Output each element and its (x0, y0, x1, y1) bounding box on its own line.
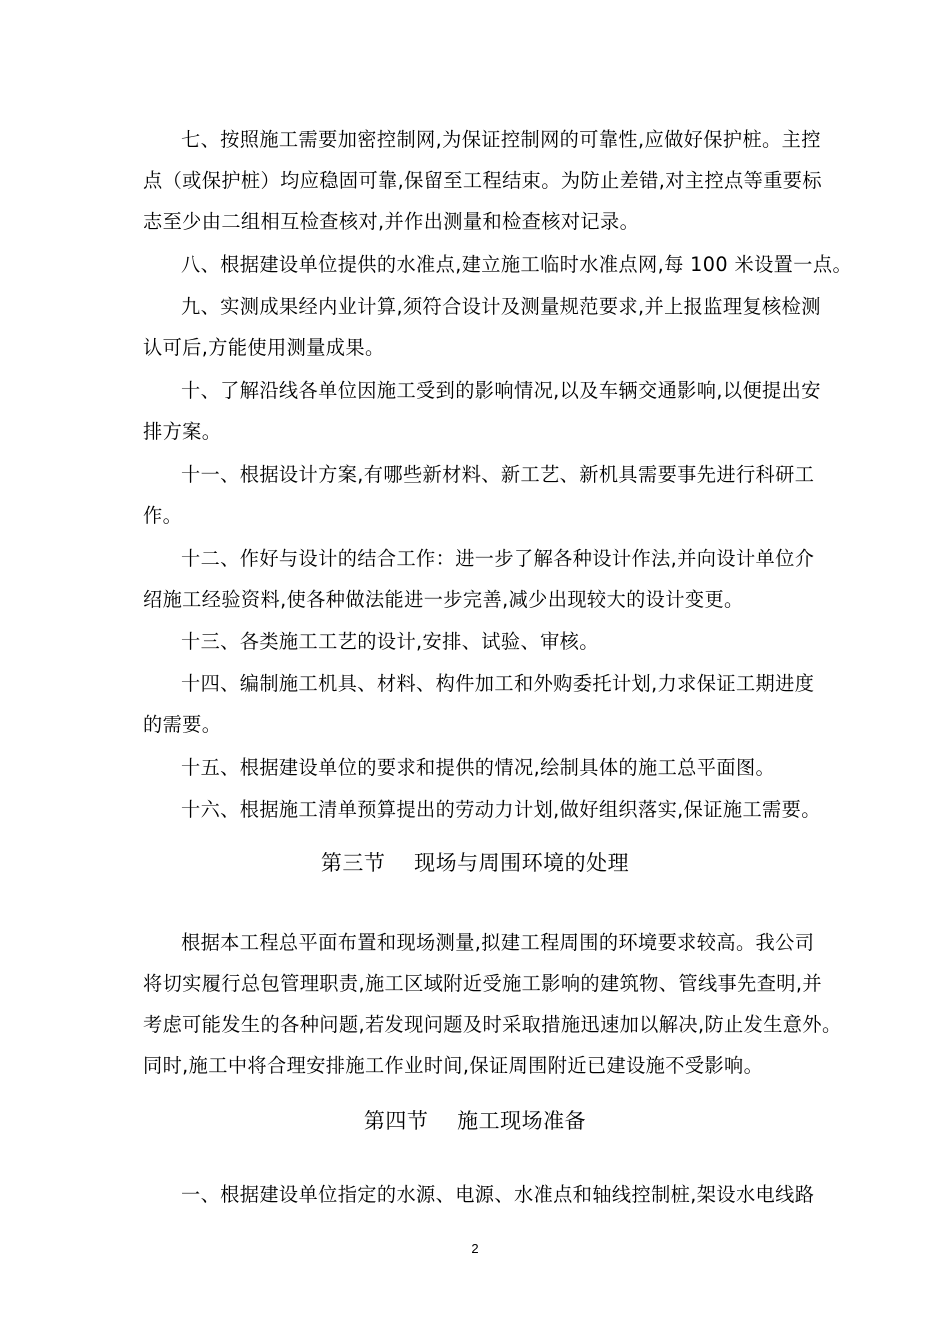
paragraph-14-line-2: 的需要。 (143, 713, 222, 736)
page-number: 2 (471, 1241, 479, 1256)
paragraph-7-line-3: 志至少由二组相互检查核对,并作出测量和检查核对记录。 (143, 210, 640, 233)
paragraph-11-line-2: 作。 (143, 504, 183, 527)
section-3-line-2: 将切实履行总包管理职责,施工区域附近受施工影响的建筑物、管线事先查明,并 (143, 972, 822, 995)
paragraph-11-line-1: 十一、根据设计方案,有哪些新材料、新工艺、新机具需要事先进行科研工 (181, 463, 815, 486)
paragraph-9-line-1: 九、实测成果经内业计算,须符合设计及测量规范要求,并上报监理复核检测 (181, 295, 821, 318)
paragraph-16-line-1: 十六、根据施工清单预算提出的劳动力计划,做好组织落实,保证施工需要。 (181, 798, 821, 821)
paragraph-8-line-1: 八、根据建设单位提供的水准点,建立施工临时水准点网,每 100 米设置一点。 (181, 253, 853, 276)
paragraph-14-line-1: 十四、编制施工机具、材料、构件加工和外购委托计划,力求保证工期进度 (181, 672, 815, 695)
paragraph-7-line-2: 点（或保护桩）均应稳固可靠,保留至工程结束。为防止差错,对主控点等重要标 (143, 169, 822, 192)
paragraph-7-line-1: 七、按照施工需要加密控制网,为保证控制网的可靠性,应做好保护桩。主控 (181, 128, 821, 151)
paragraph-10-line-2: 排方案。 (143, 420, 222, 443)
section-4-heading: 第四节 施工现场准备 (363, 1109, 587, 1133)
section-3-line-1: 根据本工程总平面布置和现场测量,拟建工程周围的环境要求较高。我公司 (181, 931, 815, 954)
section-3-line-3: 考虑可能发生的各种问题,若发现问题及时采取措施迅速加以解决,防止发生意外。 (143, 1013, 842, 1036)
paragraph-9-line-2: 认可后,方能使用测量成果。 (143, 336, 385, 359)
paragraph-13-line-1: 十三、各类施工工艺的设计,安排、试验、审核。 (181, 630, 599, 653)
section-4-line-1: 一、根据建设单位指定的水源、电源、水准点和轴线控制桩,架设水电线路 (181, 1183, 815, 1206)
paragraph-12-line-2: 绍施工经验资料,使各种做法能进一步完善,减少出现较大的设计变更。 (143, 588, 744, 611)
paragraph-10-line-1: 十、了解沿线各单位因施工受到的影响情况,以及车辆交通影响,以便提出安 (181, 379, 821, 402)
section-3-heading: 第三节 现场与周围环境的处理 (320, 851, 630, 875)
section-3-line-4: 同时,施工中将合理安排施工作业时间,保证周围附近已建设施不受影响。 (143, 1054, 764, 1077)
paragraph-12-line-1: 十二、作好与设计的结合工作：进一步了解各种设计作法,并向设计单位介 (181, 547, 815, 570)
paragraph-15-line-1: 十五、根据建设单位的要求和提供的情况,绘制具体的施工总平面图。 (181, 756, 776, 779)
